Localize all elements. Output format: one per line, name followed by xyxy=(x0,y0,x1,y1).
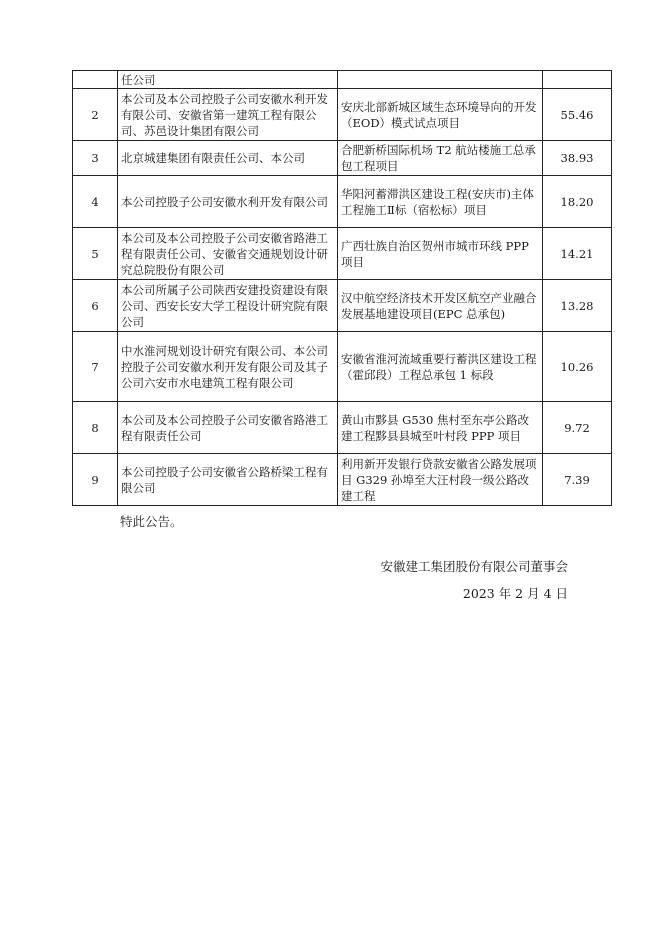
project-name: 华阳河蓄滞洪区建设工程(安庆市)主体工程施工Ⅱ标（宿松标）项目 xyxy=(338,176,543,228)
table-body xyxy=(73,71,612,506)
table-row xyxy=(73,176,612,228)
row-number: 7 xyxy=(73,332,118,402)
winning-company: 本公司及本公司控股子公司安徽省路港工程有限责任公司、安徽省交通规划设计研究总院股份有限公司 xyxy=(118,228,338,280)
row-number: 9 xyxy=(73,454,118,506)
winning-company: 本公司控股子公司安徽省公路桥梁工程有限公司 xyxy=(118,454,338,506)
bid-amount: 55.46 xyxy=(543,89,612,141)
row-number: 6 xyxy=(73,280,118,332)
bid-amount: 9.72 xyxy=(543,402,612,454)
bid-amount: 38.93 xyxy=(543,141,612,176)
table-row xyxy=(73,454,612,506)
project-name: 广西壮族自治区贺州市城市环线 PPP 项目 xyxy=(338,228,543,280)
project-name: 黄山市黟县 G530 焦村至东亭公路改建工程黟县县城至叶村段 PPP 项目 xyxy=(338,402,543,454)
row-number: 3 xyxy=(73,141,118,176)
table-row xyxy=(73,228,612,280)
winning-company: 北京城建集团有限责任公司、本公司 xyxy=(118,141,338,176)
row-number: 8 xyxy=(73,402,118,454)
bid-amount: 13.28 xyxy=(543,280,612,332)
table-row xyxy=(73,332,612,402)
winning-company: 本公司控股子公司安徽水利开发有限公司 xyxy=(118,176,338,228)
announcement-date: 2023 年 2 月 4 日 xyxy=(462,586,568,601)
project-name: 安庆北部新城区域生态环境导向的开发（EOD）模式试点项目 xyxy=(338,89,543,141)
winning-company: 任公司 xyxy=(118,71,338,89)
table-row xyxy=(73,141,612,176)
closing-remark: 特此公告。 xyxy=(120,514,183,529)
row-number: 2 xyxy=(73,89,118,141)
table-row xyxy=(73,402,612,454)
project-award-table xyxy=(72,70,612,506)
project-name xyxy=(338,71,543,89)
bid-amount: 10.26 xyxy=(543,332,612,402)
table-row xyxy=(73,280,612,332)
table-row xyxy=(73,89,612,141)
row-number: 5 xyxy=(73,228,118,280)
project-name: 利用新开发银行贷款安徽省公路发展项目 G329 孙埠至大汪村段一级公路改建工程 xyxy=(338,454,543,506)
bid-amount: 14.21 xyxy=(543,228,612,280)
winning-company: 本公司及本公司控股子公司安徽水利开发有限公司、安徽省第一建筑工程有限公司、苏邑设计集团有限公司 xyxy=(118,89,338,141)
winning-company: 中水淮河规划设计研究有限公司、本公司控股子公司安徽水利开发有限公司及其子公司六安市水电建筑工程有限公司 xyxy=(118,332,338,402)
bid-amount xyxy=(543,71,612,89)
bid-amount: 7.39 xyxy=(543,454,612,506)
table-row xyxy=(73,71,612,89)
bid-amount: 18.20 xyxy=(543,176,612,228)
project-name: 合肥新桥国际机场 T2 航站楼施工总承包工程项目 xyxy=(338,141,543,176)
board-signature: 安徽建工集团股份有限公司董事会 xyxy=(380,559,568,574)
winning-company: 本公司及本公司控股子公司安徽省路港工程有限责任公司 xyxy=(118,402,338,454)
row-number xyxy=(73,71,118,89)
row-number: 4 xyxy=(73,176,118,228)
project-name: 安徽省淮河流域重要行蓄洪区建设工程（霍邱段）工程总承包 1 标段 xyxy=(338,332,543,402)
project-name: 汉中航空经济技术开发区航空产业融合发展基地建设项目(EPC 总承包) xyxy=(338,280,543,332)
winning-company: 本公司所属子公司陕西安建投资建设有限公司、西安长安大学工程设计研究院有限公司 xyxy=(118,280,338,332)
